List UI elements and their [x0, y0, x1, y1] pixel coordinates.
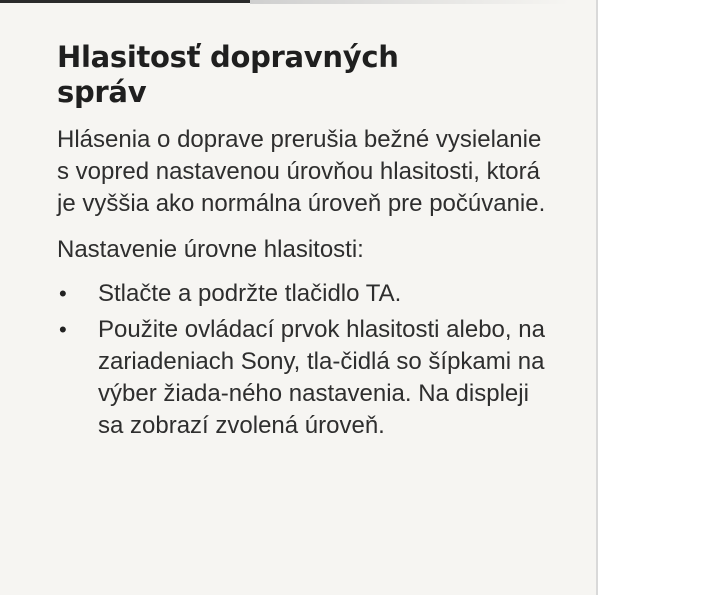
- article-content: [57, 40, 557, 446]
- step-text: Stlačte a podržte tlačidlo TA.: [98, 280, 402, 307]
- top-rule-fade: [250, 0, 570, 4]
- page-edge-divider: [596, 0, 598, 595]
- list-item: [57, 314, 548, 442]
- bullet-icon: •: [59, 317, 67, 342]
- intro-paragraph: Hlásenia o doprave prerušia bežné vysielanie s vopred nastavenou úrovňou hlasitosti, ktorá je vyššia ako normálna úroveň pre počúvanie.: [57, 126, 546, 217]
- top-rule: [0, 0, 250, 3]
- bullet-icon: •: [59, 281, 67, 306]
- steps-list: [57, 278, 557, 442]
- list-item: [57, 278, 548, 310]
- section-heading: Hlasitosť dopravných správ: [57, 40, 399, 109]
- instruction-label: Nastavenie úrovne hlasitosti:: [57, 236, 364, 263]
- step-text: Použite ovládací prvok hlasitosti alebo, na zariadeniach Sony, tla-čidlá so šípkami na výber žiada-ného nastavenia. Na displeji sa zobrazí zvolená úroveň.: [98, 316, 545, 439]
